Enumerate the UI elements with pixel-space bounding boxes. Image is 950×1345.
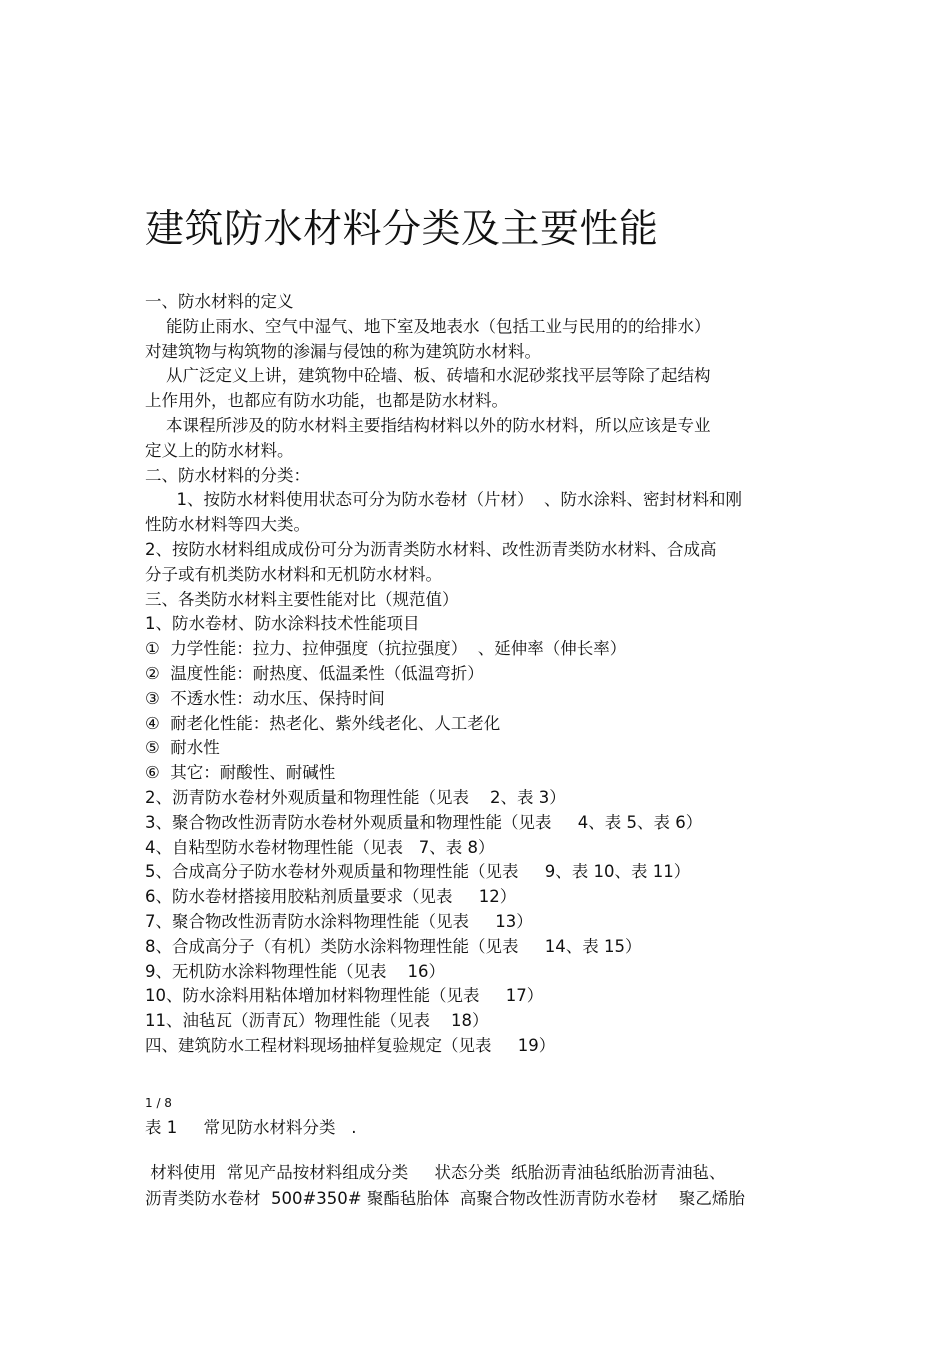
text-line: ③ 不透水性：动水压、保持时间 (145, 688, 385, 708)
table-caption: 表 1 常见防水材料分类 . (145, 1118, 357, 1137)
text-line: 二、防水材料的分类： (145, 465, 310, 485)
text-line: 1、防水卷材、防水涂料技术性能项目 (145, 614, 420, 634)
text-line: 6、防水卷材搭接用胶粘剂质量要求（见表 12） (145, 887, 517, 907)
text-line: 定义上的防水材料。 (145, 440, 294, 460)
text-line: ② 温度性能：耐热度、低温柔性（低温弯折） (145, 663, 484, 683)
text-line: 8、合成高分子（有机）类防水涂料物理性能（见表 14、表 15） (145, 936, 642, 956)
document-title: 建筑防水材料分类及主要性能 (145, 207, 659, 252)
text-line: 4、自粘型防水卷材物理性能（见表 7、表 8） (145, 837, 495, 857)
text-line: 从广泛定义上讲，建筑物中砼墙、板、砖墙和水泥砂浆找平层等除了起结构 (145, 366, 711, 386)
text-line: 2、按防水材料组成成份可分为沥青类防水材料、改性沥青类防水材料、合成高 (145, 539, 717, 559)
text-line: 7、聚合物改性沥青防水涂料物理性能（见表 13） (145, 911, 533, 931)
text-line: 5、合成高分子防水卷材外观质量和物理性能（见表 9、表 10、表 11） (145, 862, 691, 882)
text-line: 2、沥青防水卷材外观质量和物理性能（见表 2、表 3） (145, 787, 566, 807)
text-line: ④ 耐老化性能：热老化、紫外线老化、人工老化 (145, 713, 501, 733)
text-line: 上作用外，也都应有防水功能，也都是防水材料。 (145, 391, 508, 411)
table-content (145, 1160, 815, 1212)
text-line: 性防水材料等四大类。 (145, 515, 310, 535)
page-footer (145, 1094, 815, 1212)
text-line: ⑤ 耐水性 (145, 738, 220, 758)
text-line: ⑥ 其它：耐酸性、耐碱性 (145, 763, 336, 783)
text-line: 一、防水材料的定义 (145, 292, 294, 311)
table-text-line: 材料使用 常见产品按材料组成分类 状态分类 纸胎沥青油毡纸胎沥青油毡、 (145, 1163, 726, 1182)
text-line: 10、防水涂料用粘体增加材料物理性能（见表 17） (145, 986, 544, 1006)
text-line: ① 力学性能：拉力、拉伸强度（抗拉强度） 、延伸率（伸长率） (145, 639, 627, 659)
table-text-line: 沥青类防水卷材 500#350# 聚酯毡胎体 高聚合物改性沥青防水卷材 聚乙烯胎 (145, 1189, 745, 1208)
text-line: 3、聚合物改性沥青防水卷材外观质量和物理性能（见表 4、表 5、表 6） (145, 812, 703, 832)
text-line: 三、各类防水材料主要性能对比（规范值） (145, 589, 459, 609)
text-line: 分子或有机类防水材料和无机防水材料。 (145, 564, 442, 584)
text-line: 本课程所涉及的防水材料主要指结构材料以外的防水材料，所以应该是专业 (145, 415, 711, 435)
text-line: 9、无机防水涂料物理性能（见表 16） (145, 961, 445, 981)
text-line: 对建筑物与构筑物的渗漏与侵蚀的称为建筑防水材料。 (145, 341, 541, 361)
document-body (145, 290, 815, 1059)
text-line: 能防止雨水、空气中湿气、地下室及地表水（包括工业与民用的的给排水） (145, 316, 711, 336)
page-number: 1 / 8 (145, 1096, 172, 1110)
text-line: 1、按防水材料使用状态可分为防水卷材（片材） 、防水涂料、密封材料和刚 (145, 490, 742, 510)
text-line: 11、油毡瓦（沥青瓦）物理性能（见表 18） (145, 1011, 489, 1031)
text-line: 四、建筑防水工程材料现场抽样复验规定（见表 19） (145, 1035, 556, 1055)
